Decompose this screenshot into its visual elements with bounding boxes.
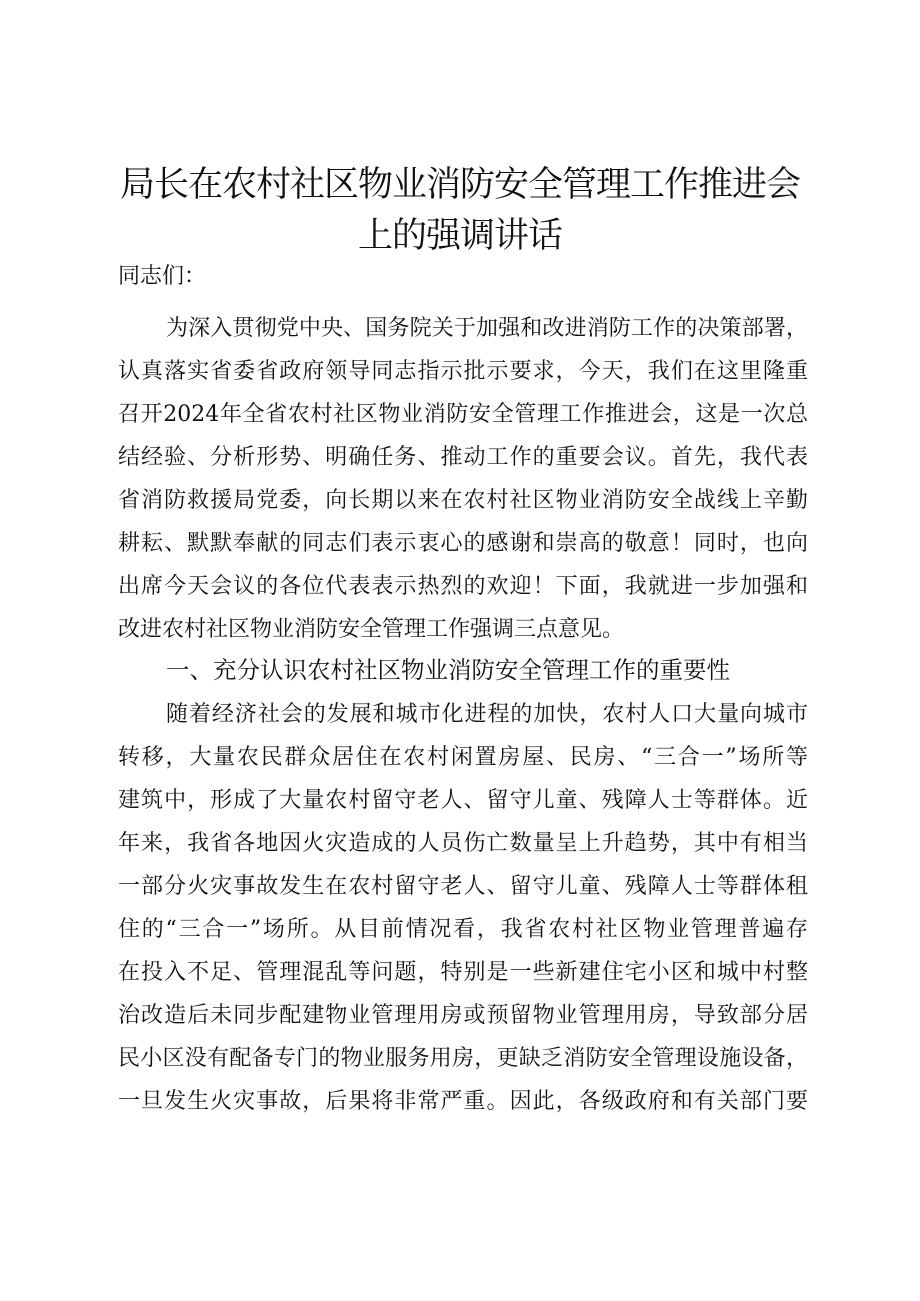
paragraph2-line: 在投入不足、管理混乱等问题，特别是一些新建住宅小区和城中村整 (118, 960, 808, 985)
paragraph2-line: 转移，大量农民群众居住在农村闲置房屋、民房、“三合一”场所等 (118, 745, 808, 770)
paragraph1-line: 召开2024年全省农村社区物业消防安全管理工作推进会，这是一次总 (118, 402, 808, 427)
paragraph2-line: 治改造后未同步配建物业管理用房或预留物业管理用房，导致部分居 (118, 1003, 808, 1028)
paragraph2-line: 年来，我省各地因火灾造成的人员伤亡数量呈上升趋势，其中有相当 (118, 831, 808, 856)
paragraph2-line: 建筑中，形成了大量农村留守老人、留守儿童、残障人士等群体。近 (118, 788, 808, 813)
paragraph2-line: 一部分火灾事故发生在农村留守老人、留守儿童、残障人士等群体租 (118, 874, 808, 899)
paragraph1-line: 为深入贯彻党中央、国务院关于加强和改进消防工作的决策部署， (166, 316, 808, 341)
section-heading: 一、充分认识农村社区物业消防安全管理工作的重要性 (166, 656, 730, 684)
paragraph1-line: 耕耘、默默奉献的同志们表示衷心的感谢和崇高的敬意！同时，也向 (118, 531, 808, 556)
paragraph2-line: 一旦发生火灾事故，后果将非常严重。因此，各级政府和有关部门要 (118, 1089, 808, 1114)
paragraph1-line: 改进农村社区物业消防安全管理工作强调三点意见。 (118, 617, 625, 642)
paragraph1-line: 结经验、分析形势、明确任务、推动工作的重要会议。首先，我代表 (118, 445, 808, 470)
paragraph1-line: 认真落实省委省政府领导同志指示批示要求，今天，我们在这里隆重 (118, 359, 808, 384)
paragraph2-line: 随着经济社会的发展和城市化进程的加快，农村人口大量向城市 (166, 702, 808, 727)
salutation: 同志们： (118, 264, 207, 289)
paragraph1-line: 省消防救援局党委，向长期以来在农村社区物业消防安全战线上辛勤 (118, 488, 808, 513)
document-title-line-2: 上的强调讲话 (357, 216, 562, 256)
paragraph1-line: 出席今天会议的各位代表表示热烈的欢迎！下面，我就进一步加强和 (118, 574, 808, 599)
paragraph2-line: 住的“三合一”场所。从目前情况看，我省农村社区物业管理普遍存 (118, 917, 808, 942)
document-title-line-1: 局长在农村社区物业消防安全管理工作推进会 (119, 165, 800, 205)
paragraph2-line: 民小区没有配备专门的物业服务用房，更缺乏消防安全管理设施设备， (118, 1046, 808, 1071)
